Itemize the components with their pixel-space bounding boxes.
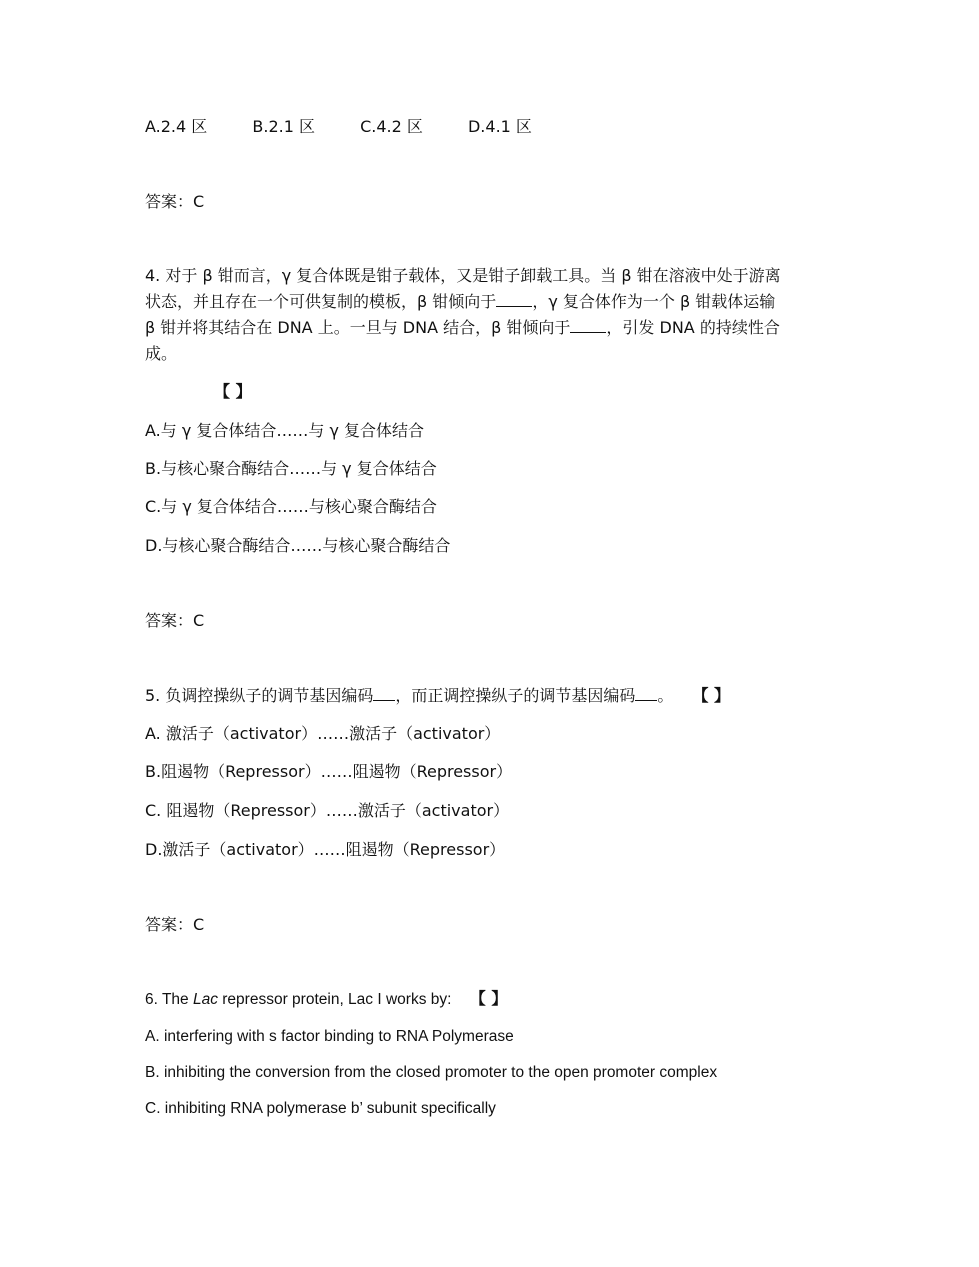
q4-stem-line2-part2: ，γ 复合体作为一个 β 钳载体运输 <box>532 292 776 311</box>
q4-answer-bracket: 【 】 <box>214 382 252 401</box>
q4-stem-line2 <box>145 292 775 312</box>
q3-options <box>145 117 572 137</box>
q4-stem-line3-part1: β 钳并将其结合在 DNA 上。一旦与 DNA 结合，β 钳倾向于 <box>145 318 571 337</box>
q4-option-d: D.与核心聚合酶结合……与核心聚合酶结合 <box>145 536 451 555</box>
q6-option-b: B. inhibiting the conversion from the closed promoter to the open promoter complex <box>145 1064 718 1081</box>
q4-blank-1 <box>496 292 532 307</box>
q6-option-a: A. interfering with s factor binding to RNA Polymerase <box>145 1028 514 1045</box>
q5-option-b: B.阻遏物（Repressor）……阻遏物（Repressor） <box>145 762 513 781</box>
q5-option-d: D.激活子（activator）……阻遏物（Repressor） <box>145 840 506 859</box>
q5-stem <box>145 686 730 706</box>
q4-stem-line3-part2: ，引发 DNA 的持续性合 <box>606 318 780 337</box>
q5-stem-part2: ，而正调控操纵子的调节基因编码 <box>395 686 636 705</box>
q6-stem <box>145 989 507 1010</box>
q4-option-b: B.与核心聚合酶结合……与 γ 复合体结合 <box>145 459 437 478</box>
q5-blank-1 <box>373 686 395 701</box>
q6-option-c: C. inhibiting RNA polymerase b’ subunit specifically <box>145 1100 496 1117</box>
q6-stem-part1: 6. The <box>145 991 193 1008</box>
q4-answer: 答案：C <box>145 611 205 630</box>
q3-answer: 答案：C <box>145 192 205 211</box>
q4-stem-line2-part1: 状态，并且存在一个可供复制的模板，β 钳倾向于 <box>145 292 497 311</box>
q3-option-d: D.4.1 区 <box>467 117 532 136</box>
q4-stem-line4: 成。 <box>145 344 178 363</box>
q5-blank-2 <box>635 686 657 701</box>
q5-stem-part3: 。 <box>657 686 674 705</box>
q3-option-b: B.2.1 区 <box>252 117 315 136</box>
q4-option-c: C.与 γ 复合体结合……与核心聚合酶结合 <box>145 497 437 516</box>
q4-blank-2 <box>570 318 606 333</box>
q5-option-a: A. 激活子（activator）……激活子（activator） <box>145 724 501 743</box>
q5-option-c: C. 阻遏物（Repressor）……激活子（activator） <box>145 801 510 820</box>
q6-stem-part2: repressor protein, Lac I works by: <box>217 991 452 1008</box>
q5-answer-bracket: 【 】 <box>692 686 731 705</box>
q3-option-a: A.2.4 区 <box>145 117 208 136</box>
q6-answer-bracket: 【 】 <box>469 989 508 1008</box>
q5-answer: 答案：C <box>145 915 205 934</box>
q4-option-a: A.与 γ 复合体结合……与 γ 复合体结合 <box>145 421 425 440</box>
q4-stem-line1: 4. 对于 β 钳而言，γ 复合体既是钳子载体，又是钳子卸载工具。当 β 钳在溶液中处于游离 <box>145 266 781 285</box>
q3-option-c: C.4.2 区 <box>360 117 423 136</box>
q6-stem-italic: Lac <box>192 991 218 1008</box>
q5-stem-part1: 5. 负调控操纵子的调节基因编码 <box>145 686 374 705</box>
q4-stem-line3 <box>145 318 780 338</box>
